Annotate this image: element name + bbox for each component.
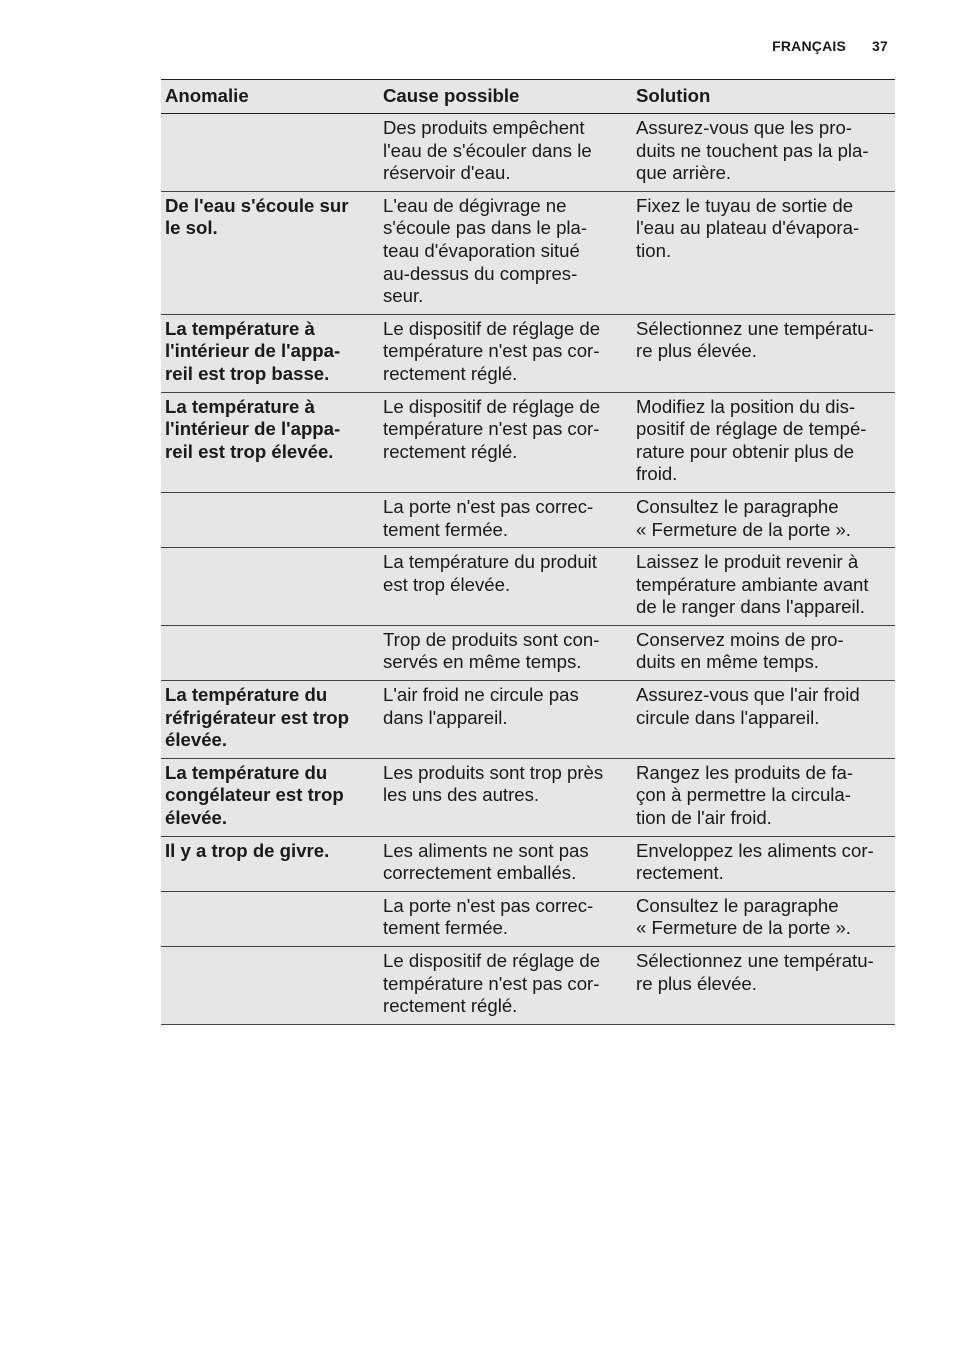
cause-text-line: Le dispositif de réglage de — [383, 395, 601, 417]
section-title: FRANÇAIS — [772, 38, 847, 54]
cause-text-line: les uns des autres. — [383, 784, 540, 806]
solution-text-line: Fixez le tuyau de sortie de — [636, 194, 854, 216]
cause-text-line: correctement emballés. — [383, 862, 577, 884]
anomaly-text-line: le sol. — [165, 217, 218, 239]
solution-text-line: Rangez les produits de fa- — [636, 761, 854, 783]
cause-text-line: température n'est pas cor- — [383, 340, 600, 362]
solution-cell — [633, 681, 895, 759]
table-row — [161, 114, 895, 192]
anomaly-cell — [161, 191, 380, 314]
solution-text-line: l'eau au plateau d'évapora- — [636, 217, 860, 239]
anomaly-text-line: reil est trop élevée. — [165, 440, 334, 462]
table-row — [161, 681, 895, 759]
cause-text-line: tement fermée. — [383, 518, 509, 540]
cause-text-line: Trop de produits sont con- — [383, 628, 600, 650]
table-row — [161, 947, 895, 1025]
cause-text-line: s'écoule pas dans le pla- — [383, 217, 588, 239]
solution-cell — [633, 947, 895, 1025]
solution-text-line: de le ranger dans l'appareil. — [636, 596, 865, 618]
table-header-row — [161, 80, 895, 114]
solution-text-line: Conservez moins de pro- — [636, 628, 844, 650]
solution-text-line: Enveloppez les aliments cor- — [636, 839, 874, 861]
table-row — [161, 314, 895, 392]
solution-text-line: çon à permettre la circula- — [636, 784, 851, 806]
solution-text-line: Consultez le paragraphe — [636, 894, 839, 916]
cause-text-line: L'eau de dégivrage ne — [383, 194, 567, 216]
anomaly-text-line: l'intérieur de l'appa- — [165, 418, 341, 440]
anomaly-cell — [161, 891, 380, 946]
table-row — [161, 191, 895, 314]
cause-text-line: l'eau de s'écouler dans le — [383, 139, 592, 161]
solution-text-line: Laissez le produit revenir à — [636, 551, 859, 573]
solution-text-line: froid. — [636, 463, 678, 485]
solution-text-line: tion de l'air froid. — [636, 807, 772, 829]
solution-cell — [633, 625, 895, 680]
table-row — [161, 492, 895, 547]
cause-cell — [380, 548, 633, 626]
solution-text-line: circule dans l'appareil. — [636, 706, 820, 728]
cause-text-line: rectement réglé. — [383, 995, 518, 1017]
cause-text-line: teau d'évaporation situé — [383, 239, 580, 261]
solution-text-line: rature pour obtenir plus de — [636, 440, 855, 462]
solution-cell — [633, 114, 895, 192]
cause-text-line: est trop élevée. — [383, 573, 511, 595]
cause-cell — [380, 758, 633, 836]
table-body — [161, 114, 895, 1025]
solution-cell — [633, 392, 895, 492]
cause-text-line: dans l'appareil. — [383, 706, 508, 728]
solution-text-line: duits en même temps. — [636, 651, 819, 673]
cause-cell — [380, 314, 633, 392]
solution-text-line: rectement. — [636, 862, 724, 884]
table-row — [161, 392, 895, 492]
anomaly-text-line: l'intérieur de l'appa- — [165, 340, 341, 362]
cause-text-line: rectement réglé. — [383, 440, 518, 462]
cause-cell — [380, 681, 633, 759]
solution-text-line: « Fermeture de la porte ». — [636, 518, 851, 540]
cause-text-line: La porte n'est pas correc- — [383, 894, 594, 916]
anomaly-text-line: De l'eau s'écoule sur — [165, 194, 349, 216]
cause-text-line: Le dispositif de réglage de — [383, 317, 601, 339]
solution-text-line: Sélectionnez une températu- — [636, 317, 874, 339]
cause-cell — [380, 492, 633, 547]
cause-cell — [380, 625, 633, 680]
cause-text-line: servés en même temps. — [383, 651, 582, 673]
anomaly-text-line: reil est trop basse. — [165, 362, 330, 384]
anomaly-cell — [161, 836, 380, 891]
anomaly-text-line: réfrigérateur est trop — [165, 706, 349, 728]
anomaly-text-line: La température à — [165, 317, 315, 339]
solution-cell — [633, 891, 895, 946]
solution-text-line: re plus élevée. — [636, 972, 757, 994]
anomaly-text-line: élevée. — [165, 807, 228, 829]
cause-cell — [380, 392, 633, 492]
solution-text-line: duits ne touchent pas la pla- — [636, 139, 869, 161]
cause-text-line: La température du produit — [383, 551, 597, 573]
table-row — [161, 625, 895, 680]
page-header — [772, 38, 888, 54]
solution-text-line: Assurez-vous que les pro- — [636, 117, 852, 138]
solution-text-line: « Fermeture de la porte ». — [636, 917, 851, 939]
solution-text-line: Modifiez la position du dis- — [636, 395, 856, 417]
anomaly-cell — [161, 548, 380, 626]
column-header-solution: Solution — [636, 84, 711, 106]
column-header-cause: Cause possible — [383, 84, 520, 106]
solution-cell — [633, 492, 895, 547]
solution-text-line: température ambiante avant — [636, 573, 869, 595]
cause-text-line: température n'est pas cor- — [383, 972, 600, 994]
solution-text-line: Sélectionnez une températu- — [636, 950, 874, 971]
anomaly-cell — [161, 114, 380, 192]
solution-cell — [633, 758, 895, 836]
page-number: 37 — [872, 38, 888, 54]
cause-text-line: Des produits empêchent — [383, 117, 585, 138]
cause-text-line: Les aliments ne sont pas — [383, 839, 589, 861]
cause-text-line: La porte n'est pas correc- — [383, 495, 594, 517]
anomaly-text-line: La température du — [165, 684, 328, 706]
cause-text-line: tement fermée. — [383, 917, 509, 939]
cause-text-line: au-dessus du compres- — [383, 262, 578, 284]
solution-text-line: Consultez le paragraphe — [636, 495, 839, 517]
cause-cell — [380, 191, 633, 314]
cause-text-line: température n'est pas cor- — [383, 418, 600, 440]
solution-text-line: que arrière. — [636, 162, 732, 184]
cause-text-line: L'air froid ne circule pas — [383, 684, 579, 706]
solution-cell — [633, 191, 895, 314]
cause-text-line: Le dispositif de réglage de — [383, 950, 601, 971]
anomaly-text-line: élevée. — [165, 729, 228, 751]
solution-text-line: re plus élevée. — [636, 340, 757, 362]
cause-cell — [380, 891, 633, 946]
anomaly-text-line: Il y a trop de givre. — [165, 839, 330, 861]
table-row — [161, 758, 895, 836]
solution-cell — [633, 836, 895, 891]
anomaly-cell — [161, 625, 380, 680]
anomaly-cell — [161, 758, 380, 836]
solution-cell — [633, 548, 895, 626]
anomaly-cell — [161, 681, 380, 759]
solution-text-line: positif de réglage de tempé- — [636, 418, 867, 440]
troubleshooting-table — [161, 79, 895, 1025]
column-header-anomalie: Anomalie — [165, 84, 249, 106]
anomaly-cell — [161, 492, 380, 547]
anomaly-cell — [161, 314, 380, 392]
cause-cell — [380, 114, 633, 192]
cause-text-line: rectement réglé. — [383, 362, 518, 384]
cause-text-line: réservoir d'eau. — [383, 162, 511, 184]
cause-cell — [380, 836, 633, 891]
table-row — [161, 548, 895, 626]
anomaly-text-line: congélateur est trop — [165, 784, 344, 806]
anomaly-cell — [161, 947, 380, 1025]
table-row — [161, 891, 895, 946]
solution-cell — [633, 314, 895, 392]
cause-text-line: seur. — [383, 285, 424, 307]
solution-text-line: tion. — [636, 239, 672, 261]
cause-text-line: Les produits sont trop près — [383, 761, 604, 783]
table-row — [161, 836, 895, 891]
anomaly-text-line: La température à — [165, 395, 315, 417]
solution-text-line: Assurez-vous que l'air froid — [636, 684, 860, 706]
cause-cell — [380, 947, 633, 1025]
anomaly-text-line: La température du — [165, 761, 328, 783]
anomaly-cell — [161, 392, 380, 492]
